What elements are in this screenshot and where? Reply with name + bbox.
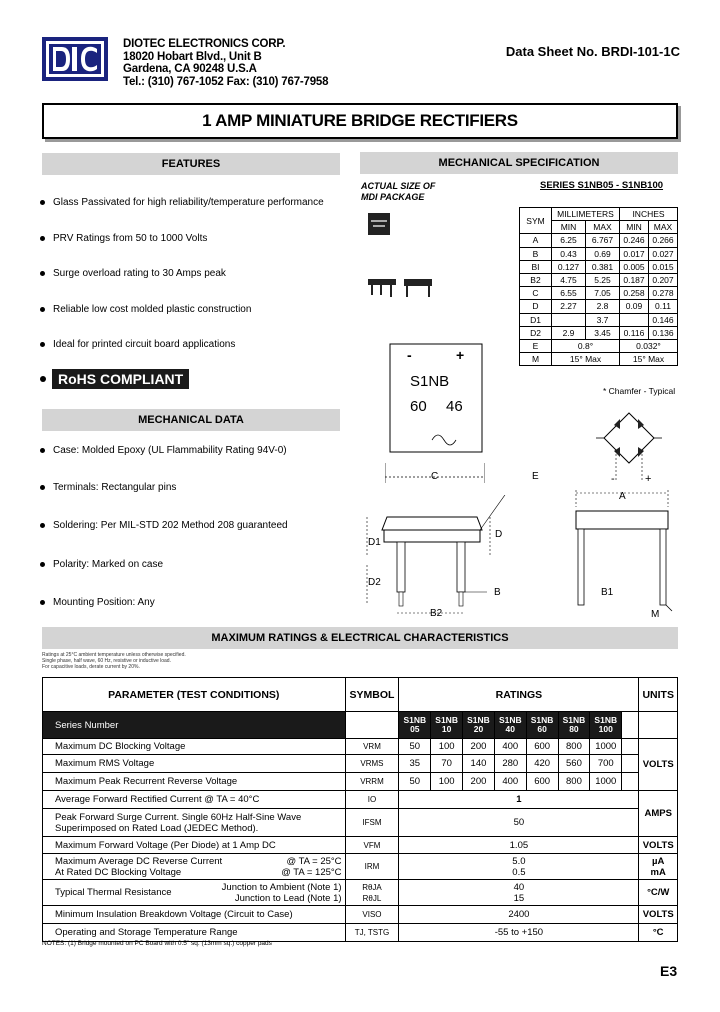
series-cell: S1NB 100 — [590, 712, 622, 739]
pkg-marking-num1: 60 — [410, 398, 427, 415]
datasheet-number: Data Sheet No. BRDI-101-1C — [505, 44, 680, 59]
table-row: Minimum Insulation Breakdown Voltage (Circuit to Case) VISO 2400 VOLTS — [43, 906, 678, 924]
package-side-view — [362, 495, 522, 620]
address-line-1: 18020 Hobart Blvd., Unit B — [123, 50, 262, 63]
table-row: Operating and Storage Temperature Range TJ, TSTG -55 to +150 °C — [43, 924, 678, 942]
series-cell: S1NB 40 — [494, 712, 526, 739]
header-symbol: SYMBOL — [345, 678, 399, 712]
series-cell: S1NB 20 — [463, 712, 495, 739]
ratings-notes: Ratings at 25°C ambient temperature unless otherwise specified. Single phase, half wave, 60 Hz, resistive or inductive load. For capacitive loads, derate current by 20%. — [42, 652, 186, 670]
pkg-marking-num2: 46 — [446, 398, 463, 415]
dim-row: E 0.8° 0.032° — [520, 339, 678, 352]
table-row: Average Forward Rectified Current @ TA = 40°C IO 1 AMPS — [43, 791, 678, 809]
feature-item: Glass Passivated for high reliability/temperature performance — [40, 197, 324, 208]
feature-item: PRV Ratings from 50 to 1000 Volts — [40, 233, 207, 244]
actual-size-label: ACTUAL SIZE OF MDI PACKAGE — [361, 181, 436, 202]
dim-row: BI 0.127 0.381 0.005 0.015 — [520, 260, 678, 273]
feature-item: Surge overload rating to 30 Amps peak — [40, 268, 226, 279]
phone-fax: Tel.: (310) 767-1052 Fax: (310) 767-7958 — [123, 75, 329, 88]
mech-data-item: Mounting Position: Any — [40, 597, 155, 608]
package-side-icon — [368, 279, 396, 299]
pkg-plus: + — [456, 347, 465, 363]
label-d: D — [495, 529, 503, 540]
unit-volts: VOLTS — [639, 739, 678, 791]
table-row: Maximum Forward Voltage (Per Diode) at 1 Amp DC VFM 1.05 VOLTS — [43, 837, 678, 854]
dim-header-in: INCHES — [620, 208, 678, 221]
series-cell: S1NB 10 — [431, 712, 463, 739]
table-row: Maximum RMS Voltage VRMS 35 70 140 280 420 560 700 — [43, 755, 678, 773]
header-ratings: RATINGS — [399, 678, 639, 712]
header-param: PARAMETER (TEST CONDITIONS) — [43, 678, 346, 712]
schematic-plus: + — [645, 473, 652, 485]
package-top-view — [380, 342, 490, 457]
dim-row: D 2.27 2.8 0.09 0.11 — [520, 300, 678, 313]
dim-max: MAX — [586, 221, 620, 234]
series-cell: S1NB 05 — [399, 712, 431, 739]
label-m: M — [651, 609, 660, 620]
mech-data-item: Soldering: Per MIL-STD 202 Method 208 guaranteed — [40, 520, 288, 531]
company-address-block — [123, 38, 328, 88]
header-units: UNITS — [639, 678, 678, 712]
series-cell: S1NB 60 — [526, 712, 558, 739]
mech-data-item: Case: Molded Epoxy (UL Flammability Rating 94V-0) — [40, 445, 287, 456]
label-b: B — [494, 587, 501, 598]
mech-spec-heading: MECHANICAL SPECIFICATION — [360, 152, 678, 174]
rohs-badge: RoHS COMPLIANT — [40, 369, 189, 389]
dim-min: MIN — [620, 221, 649, 234]
address-line-2: Gardena, CA 90248 U.S.A — [123, 63, 257, 75]
series-number-label: Series Number — [43, 712, 346, 739]
ratings-heading: MAXIMUM RATINGS & ELECTRICAL CHARACTERISTICS — [42, 627, 678, 649]
unit-amps: AMPS — [639, 791, 678, 837]
pkg-minus: - — [407, 347, 412, 363]
mech-data-item: Terminals: Rectangular pins — [40, 482, 176, 493]
dim-row: M 15° Max 15° Max — [520, 353, 678, 366]
company-logo — [42, 37, 108, 81]
dim-min: MIN — [552, 221, 586, 234]
label-b1: B1 — [601, 587, 614, 598]
label-b2: B2 — [430, 608, 443, 619]
dim-row: B 0.43 0.69 0.017 0.027 — [520, 247, 678, 260]
dim-row: C 6.55 7.05 0.258 0.278 — [520, 287, 678, 300]
series-label: SERIES S1NB05 - S1NB100 — [540, 180, 664, 191]
dim-header-mm: MILLIMETERS — [552, 208, 620, 221]
table-row: Maximum DC Blocking Voltage VRM 50 100 200 400 600 800 1000 VOLTS — [43, 739, 678, 755]
dim-row: D2 2.9 3.45 0.116 0.136 — [520, 326, 678, 339]
label-e: E — [532, 471, 539, 482]
feature-item: Reliable low cost molded plastic construction — [40, 304, 251, 315]
ratings-table — [42, 677, 678, 942]
feature-item: Ideal for printed circuit board applications — [40, 339, 235, 350]
features-heading: FEATURES — [42, 153, 340, 175]
page-number: E3 — [660, 963, 678, 979]
table-row: Peak Forward Surge Current. Single 60Hz Half-Sine Wave Superimposed on Rated Load (JEDEC Method). IFSM 50 — [43, 809, 678, 837]
pkg-marking: S1NB — [410, 373, 450, 390]
table-row: Maximum Average DC Reverse Current @ TA = 25°C At Rated DC Blocking Voltage @ TA = 125°C IRM 5.0 0.5 µA mA — [43, 854, 678, 880]
label-c: C — [431, 471, 439, 482]
dim-row: A 6.25 6.767 0.246 0.266 — [520, 234, 678, 247]
package-actual-size-icon — [368, 213, 390, 235]
table-row: Maximum Peak Recurrent Reverse Voltage VRRM 50 100 200 400 600 800 1000 — [43, 773, 678, 791]
series-cell: S1NB 80 — [558, 712, 590, 739]
footer-notes: NOTES: (1) Bridge mounted on PC Board with 0.5" sq. (13mm sq.) copper pads — [42, 940, 272, 947]
package-end-view — [568, 485, 678, 620]
label-d2: D2 — [368, 577, 381, 588]
bridge-schematic — [596, 405, 662, 485]
chamfer-note: * Chamfer - Typical — [603, 386, 676, 396]
dim-header-sym: SYM — [520, 208, 552, 234]
mech-data-item: Polarity: Marked on case — [40, 559, 163, 570]
table-row: Typical Thermal Resistance Junction to Ambient (Note 1) Junction to Lead (Note 1) RθJA RθJL 40 15 °C/W — [43, 880, 678, 906]
package-end-icon — [404, 279, 432, 299]
mechanical-data-heading: MECHANICAL DATA — [42, 409, 340, 431]
dim-row: B2 4.75 5.25 0.187 0.207 — [520, 273, 678, 286]
page-title: 1 AMP MINIATURE BRIDGE RECTIFIERS — [42, 103, 678, 139]
dimension-table — [519, 207, 678, 366]
label-a: A — [619, 491, 626, 502]
schematic-minus: - — [611, 473, 615, 485]
label-d1: D1 — [368, 537, 381, 548]
dim-max: MAX — [649, 221, 678, 234]
company-name: DIOTEC ELECTRONICS CORP. — [123, 38, 286, 50]
dim-row: D1 3.7 0.146 — [520, 313, 678, 326]
